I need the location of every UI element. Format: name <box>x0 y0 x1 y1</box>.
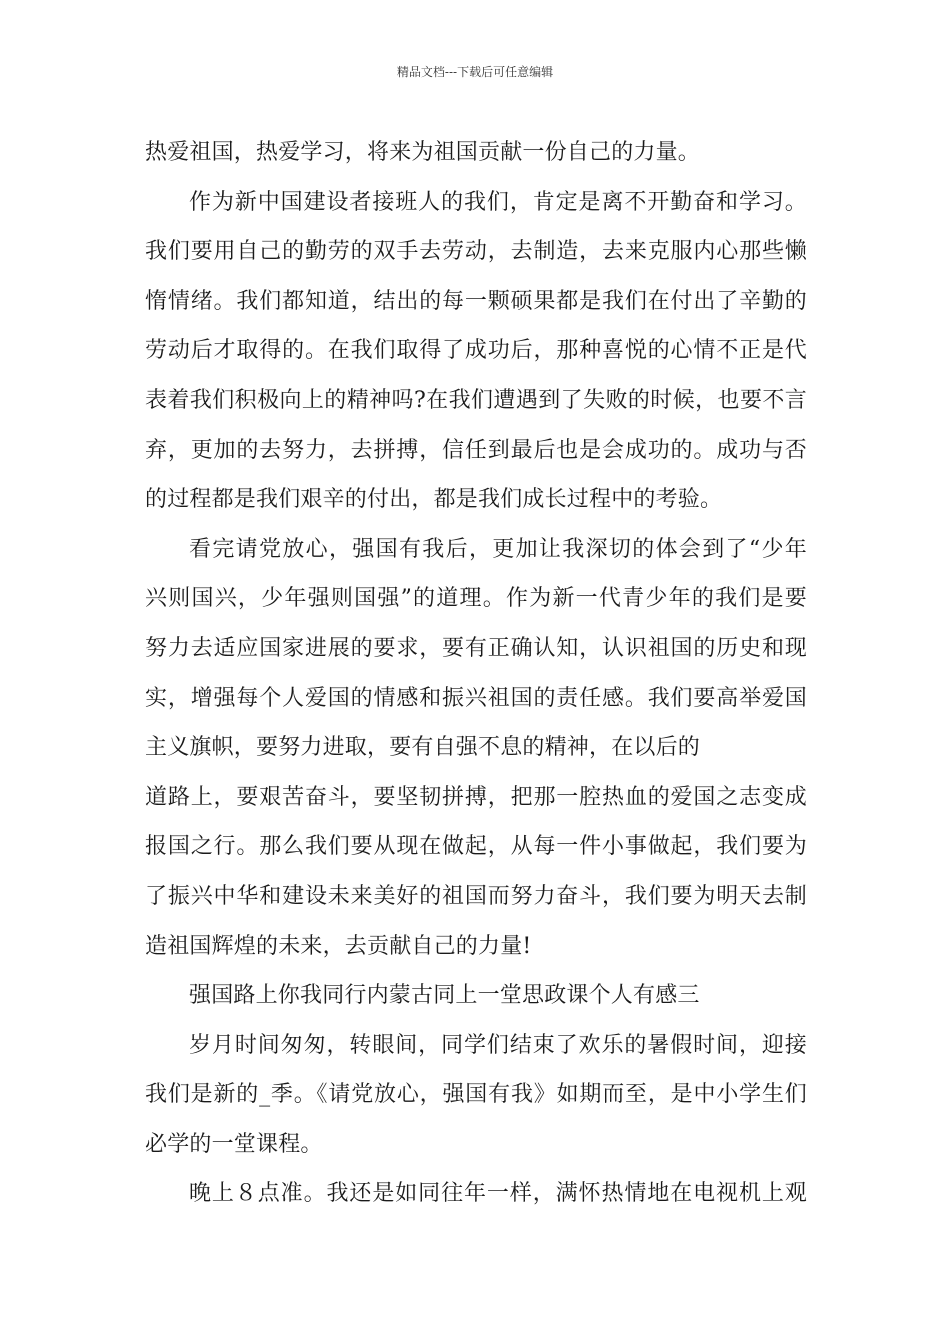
text-line: 晚上８点准。我还是如同往年一样，满怀热情地在电视机上观 <box>189 1181 807 1207</box>
text-line: 我们要用自己的勤劳的双手去劳动，去制造，去来克服内心那些懒 <box>145 239 807 265</box>
document-body <box>145 128 807 1219</box>
text-line: 报国之行。那么我们要从现在做起，从每一件小事做起，我们要为 <box>145 834 807 860</box>
text-line: 道路上，要艰苦奋斗，要坚韧拼搏，把那一腔热血的爱国之志变成 <box>145 784 807 810</box>
text-line: 作为新中国建设者接班人的我们，肯定是离不开勤奋和学习。 <box>189 189 807 215</box>
text-line: 看完请党放心，强国有我后，更加让我深切的体会到了“少年 <box>189 536 807 562</box>
text-line: 表着我们积极向上的精神吗?在我们遭遇到了失败的时候，也要不言 <box>145 387 807 413</box>
text-line: 了振兴中华和建设未来美好的祖国而努力奋斗，我们要为明天去制 <box>145 883 807 909</box>
text-line: 我们是新的_季。《请党放心，强国有我》如期而至，是中小学生们 <box>145 1082 807 1108</box>
text-line: 的过程都是我们艰辛的付出，都是我们成长过程中的考验。 <box>145 487 723 513</box>
text-line: 热爱祖国，热爱学习，将来为祖国贡献一份自己的力量。 <box>145 140 701 165</box>
text-line: 惰情绪。我们都知道，结出的每一颗硕果都是我们在付出了辛勤的 <box>145 288 807 314</box>
text-line: 兴则国兴，少年强则国强”的道理。作为新一代青少年的我们是要 <box>145 586 807 612</box>
page-header: 精品文档---下载后可任意编辑 <box>396 65 554 79</box>
text-line: 主义旗帜，要努力进取，要有自强不息的精神，在以后的 <box>145 735 701 761</box>
text-line: 弃，更加的去努力，去拼搏，信任到最后也是会成功的。成功与否 <box>145 437 807 463</box>
text-line: 实，增强每个人爱国的情感和振兴祖国的责任感。我们要高举爱国 <box>145 685 807 711</box>
text-line: 岁月时间匆匆，转眼间，同学们结束了欢乐的暑假时间，迎接 <box>189 1032 807 1058</box>
text-line: 必学的一堂课程。 <box>145 1131 323 1157</box>
section-heading: 强国路上你我同行内蒙古同上一堂思政课个人有感三 <box>189 983 700 1009</box>
text-line: 劳动后才取得的。在我们取得了成功后，那种喜悦的心情不正是代 <box>145 338 807 364</box>
text-line: 努力去适应国家进展的要求，要有正确认知，认识祖国的历史和现 <box>145 635 807 661</box>
text-line: 造祖国辉煌的未来，去贡献自己的力量! <box>145 933 532 959</box>
